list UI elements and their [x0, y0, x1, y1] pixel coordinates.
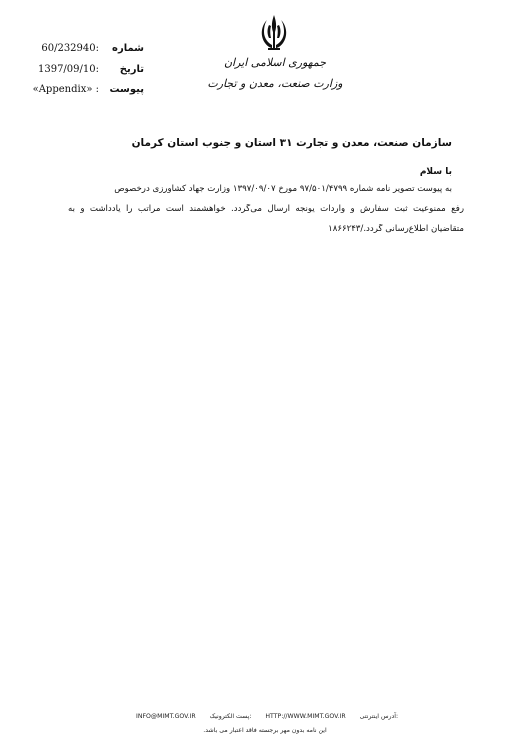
reference-attachment-value: «Appendix» :: [32, 84, 99, 95]
header-country: جمهوری اسلامی ایران: [223, 56, 327, 69]
reference-date-row: [24, 64, 144, 78]
reference-date-value: 1397/09/10:: [37, 64, 99, 75]
reference-date-label: تاریخ: [119, 64, 144, 75]
footer-contacts: [130, 713, 400, 720]
iran-emblem-icon: [253, 12, 295, 54]
letter-greeting: با سلام: [419, 167, 452, 177]
footer-email: INFO@MIMT.GOV.IR: [136, 713, 196, 720]
reference-number-row: [24, 43, 144, 57]
reference-attachment-row: [24, 84, 144, 98]
letter-body-line: رفع ممنوعیت ثبت سفارش و واردات یونجه ارسال می‌گردد. خواهشمند است مراتب را یادداشت و به: [68, 204, 464, 214]
reference-attachment-label: پیوست: [109, 84, 144, 95]
footer-address-label: آدرس اینترنتی:: [359, 713, 399, 720]
letter-addressee: سازمان صنعت، معدن و تجارت ۳۱ استان و جنوب استان کرمان: [131, 137, 452, 149]
header-ministry: وزارت صنعت، معدن و تجارت: [207, 77, 343, 90]
letter-body-line: به پیوست تصویر نامه شماره ۹۷/۵۰۱/۴۷۹۹ مورخ ۱۳۹۷/۰۹/۰۷ وزارت جهاد کشاورزی درخصوص: [114, 184, 452, 194]
footer-website: HTTP://WWW.MIMT.GOV.IR: [265, 713, 346, 720]
letter-body-line: متقاضیان اطلاع‌رسانی گردد./۱۸۶۶۲۴۳: [328, 224, 464, 234]
reference-number-value: 60/232940:: [41, 43, 99, 54]
footer-note: این نامه بدون مهر برجسته فاقد اعتبار می باشد.: [203, 727, 327, 734]
footer-email-label: پست الکترونیک:: [209, 713, 252, 720]
reference-number-label: شماره: [112, 43, 144, 54]
